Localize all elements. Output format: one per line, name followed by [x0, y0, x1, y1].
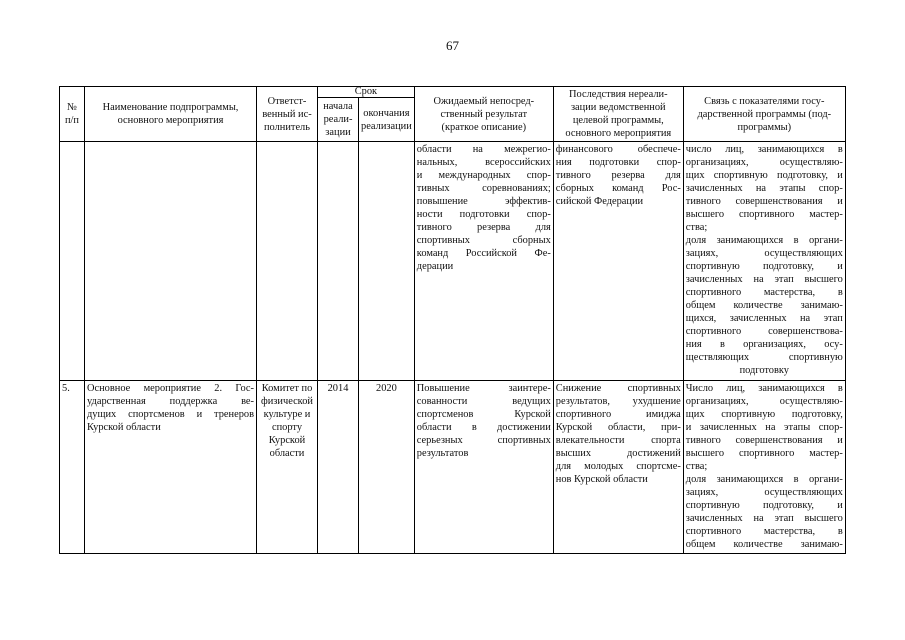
page-number: 67	[446, 38, 459, 53]
table-row	[60, 381, 846, 554]
row-consequences: финансового обеспече- ния подготовки спор- тивного резерва для сборных команд Рос- сийской Федерации	[553, 142, 683, 381]
row-end	[359, 142, 415, 381]
row-responsible: Комитет по физической культуре и спорту Курской области	[257, 381, 318, 554]
row-consequences: Снижение спортивных результатов, ухудшение спортивного имиджа Курской области, при- влекательности спорта высших достижений для молодых спортсме- нов Курской области	[553, 381, 683, 554]
row-name	[85, 142, 257, 381]
table-row	[60, 142, 846, 381]
header-expected: Ожидаемый непосред- ственный результат (краткое описание)	[414, 87, 553, 142]
header-link: Связь с показателями госу- дарственной программы (под- программы)	[683, 87, 845, 142]
header-num: № п/п	[60, 87, 85, 142]
row-expected: Повышение заинтере- сованности ведущих спортсменов Курской области в достижении серьезных спортивных результатов	[414, 381, 553, 554]
row-link: Число лиц, занимающихся в организациях, осуществляю- щих спортивную подготовку, и зачисленных на этапы спор- тивного совершенствования и высшего спортивного мастер- ства; доля занимающихся в органи- зациях, осуществляющих спортивную подготовку, и зачисленных на этап высшего спортивного мастерства, в общем количестве занимаю-	[683, 381, 845, 554]
row-start	[318, 142, 359, 381]
header-end: окончания реализации	[359, 98, 415, 142]
row-responsible	[257, 142, 318, 381]
row-expected: области на межрегио- нальных, всероссийских и международных спор- тивных соревнованиях; повышение эффектив- ности подготовки спор- тивного резерва для спортивных сборных команд Российской Фе- дерации	[414, 142, 553, 381]
row-name: Основное мероприятие 2. Гос- ударственная поддержка ве- дущих спортсменов и тренеров Курской области	[85, 381, 257, 554]
header-row	[60, 87, 846, 98]
header-srok: Срок	[318, 87, 415, 98]
program-activities-table	[59, 86, 846, 554]
row-num	[60, 142, 85, 381]
row-num: 5.	[60, 381, 85, 554]
row-end: 2020	[359, 381, 415, 554]
header-consequences: Последствия нереали- зации ведомственной целевой программы, основного мероприятия	[553, 87, 683, 142]
row-start: 2014	[318, 381, 359, 554]
header-name: Наименование подпрограммы, основного мероприятия	[85, 87, 257, 142]
header-responsible: Ответст- венный ис- полнитель	[257, 87, 318, 142]
header-start: начала реали- зации	[318, 98, 359, 142]
row-link: число лиц, занимающихся в организациях, осуществляю- щих спортивную подготовку, и зачисленных на этапы спор- тивного совершенствования и высшего спортивного мастер- ства; доля занимающихся в органи- зациях, осуществляющих спортивную подготовку, и зачисленных на этап высшего спортивного мастерства, в общем количестве занимаю- щихся, зачисленных на этап спортивного совершенствова- ния в организациях, осу- ществляющих спортивную подготовку	[683, 142, 845, 381]
